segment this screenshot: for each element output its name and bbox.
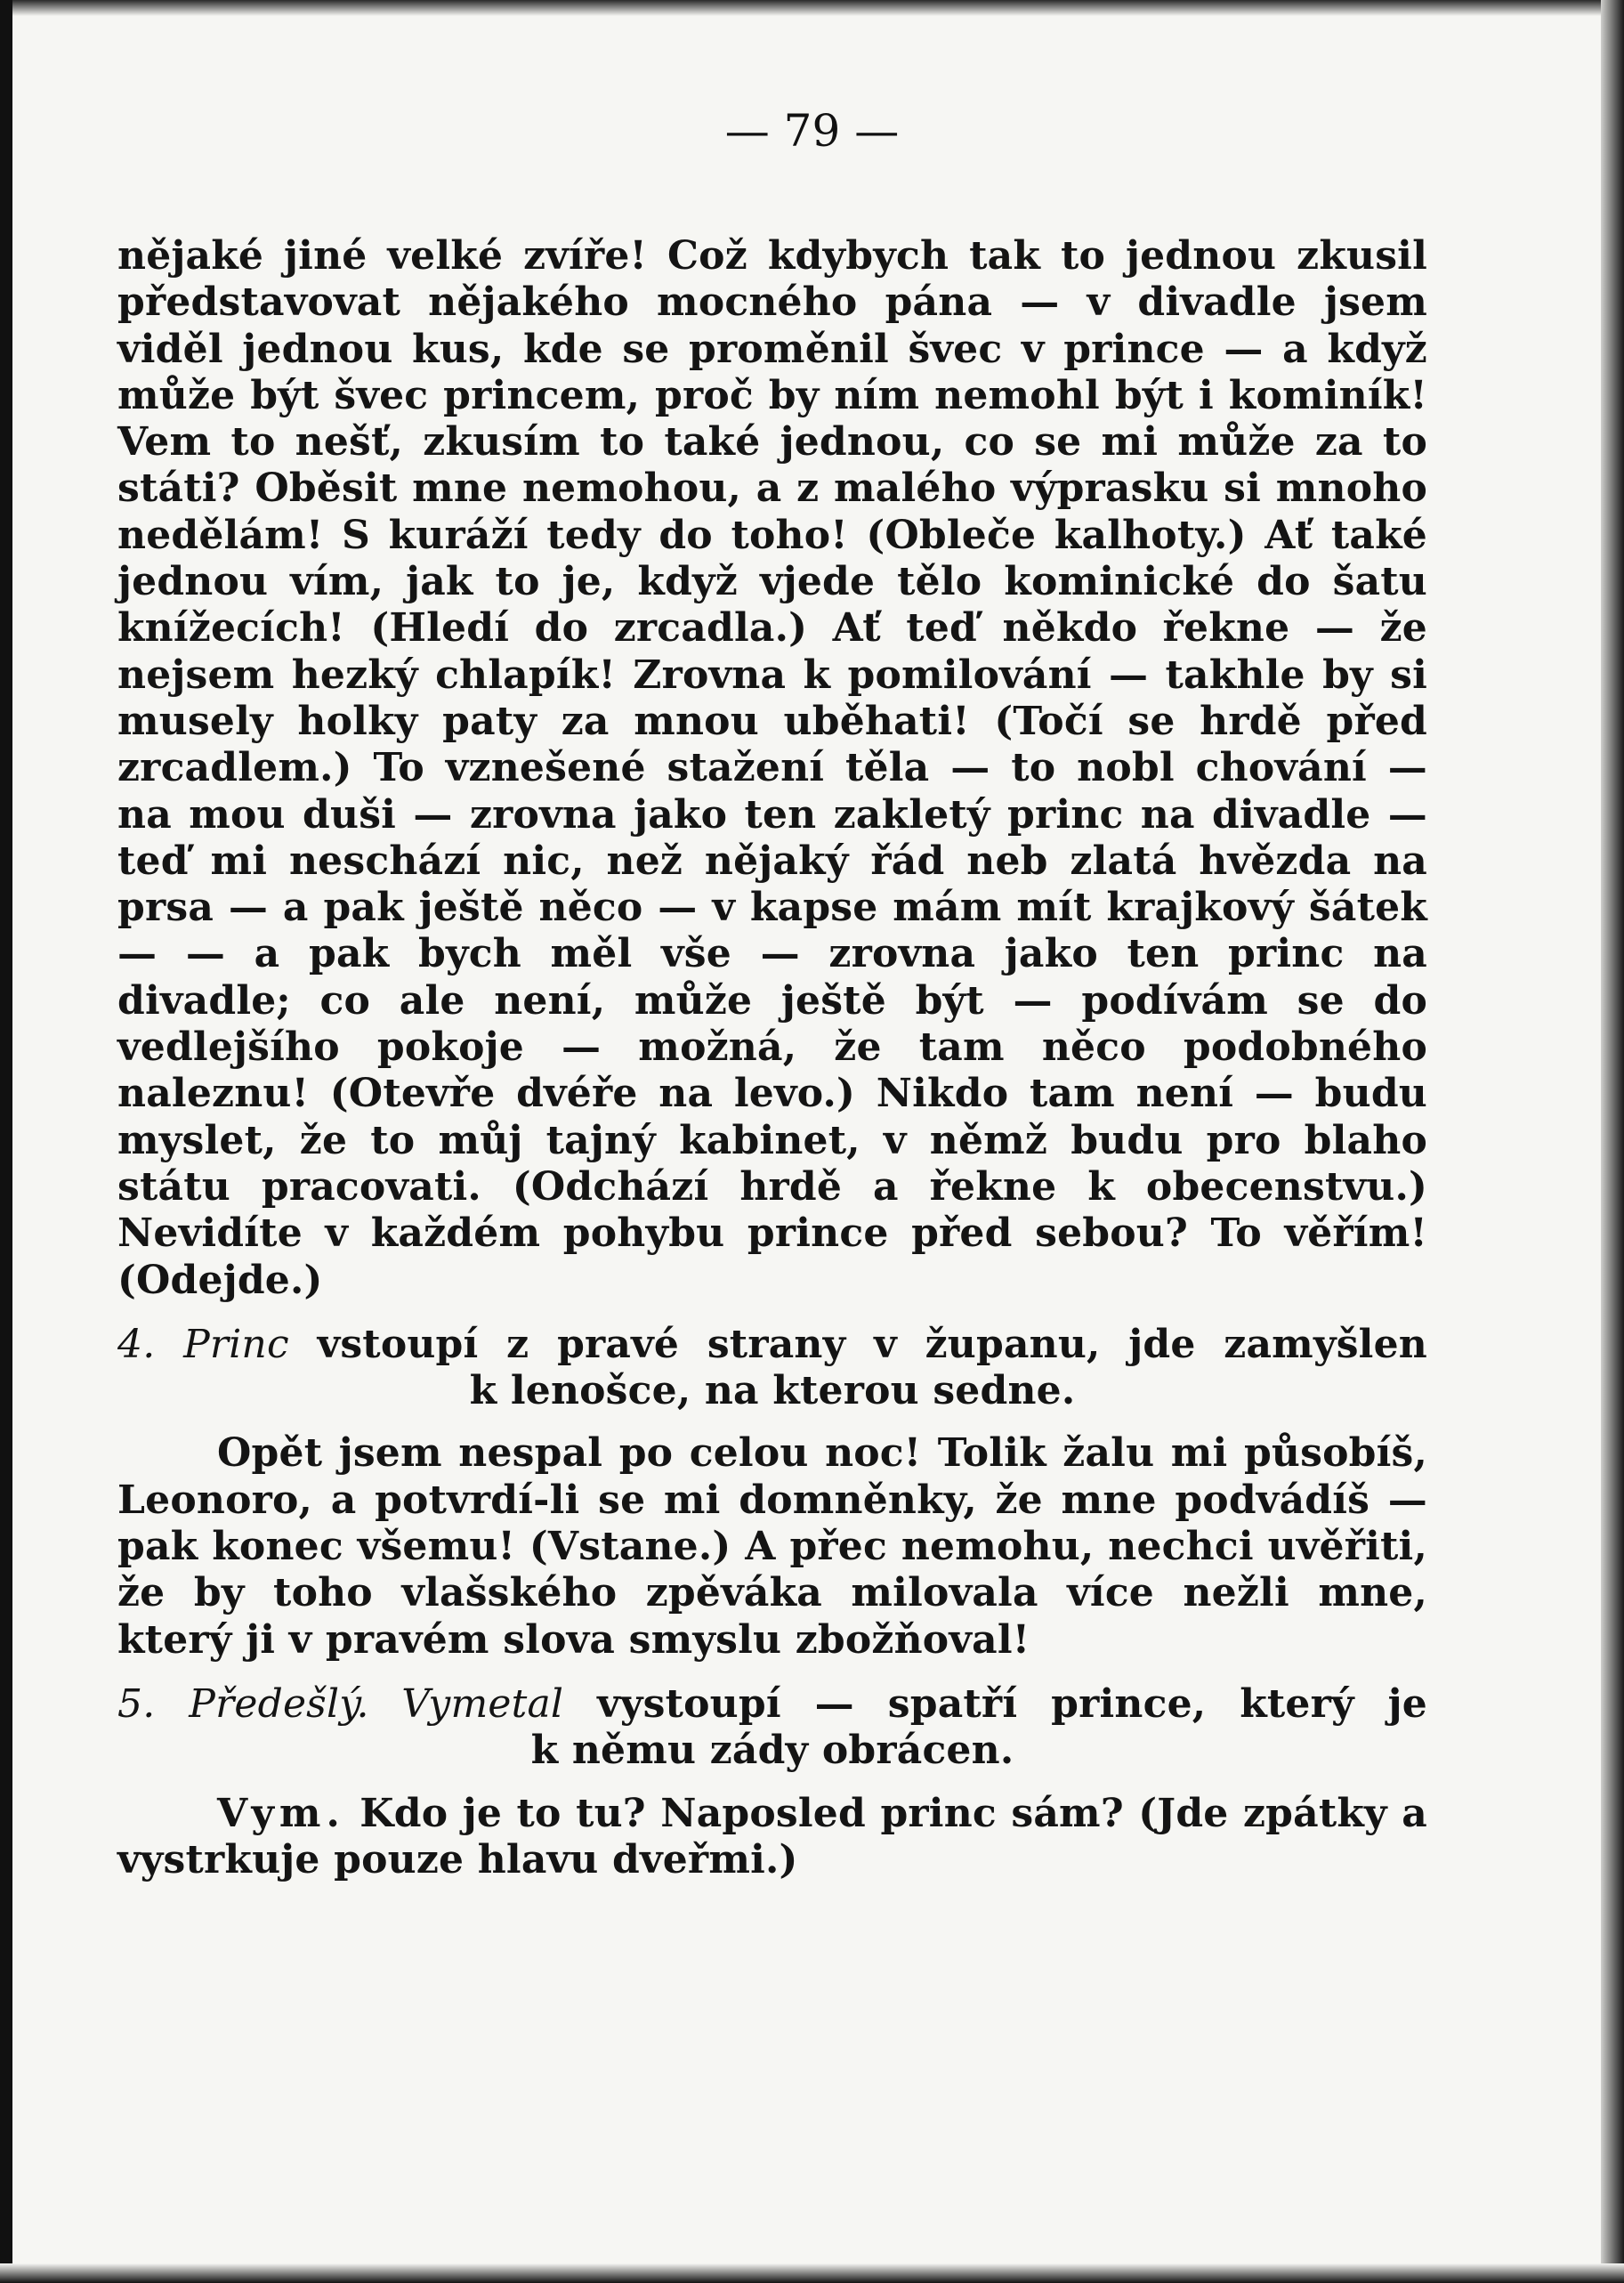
page-number: — 79 — (724, 105, 900, 157)
scan-edge-bottom (0, 2263, 1624, 2283)
scene-heading-5 (117, 1681, 1427, 1775)
speaker-name: Vym. (217, 1790, 345, 1836)
scene-5-line-1 (117, 1681, 1427, 1728)
dialogue-text: Kdo je to tu? Naposled princ sám? (Jde zpátky a vystrkuje pouze hlavu dveřmi.) (117, 1790, 1427, 1882)
scene-5-characters: Předešlý. Vymetal (189, 1680, 564, 1727)
scene-5-number: 5. (117, 1680, 156, 1727)
monologue-paragraph-2: Opět jsem nespal po celou noc! Tolik žalu mi působíš, Leonoro, a potvrdí-li se mi domněnky, že mne podvádíš — pak konec všemu! (Vstane.) A přec nemohu, nechci uvěřiti, že by toho vlašského zpěváka milovala více nežli mne, který ji v pravém slova smyslu zbožňoval! (117, 1430, 1427, 1663)
scan-edge-top (0, 0, 1624, 16)
text-body (117, 233, 1427, 1883)
scene-4-number: 4. (117, 1321, 156, 1367)
scan-edge-left (0, 0, 12, 2283)
dialogue-paragraph (117, 1791, 1427, 1884)
scene-4-direction-1: vstoupí z pravé strany v županu, jde zamyšlen (317, 1321, 1427, 1367)
scene-5-direction-1: vystoupí — spatří prince, který je (597, 1680, 1427, 1727)
scene-heading-4 (117, 1322, 1427, 1415)
scene-4-line-1 (117, 1322, 1427, 1368)
scene-4-character: Princ (183, 1321, 289, 1367)
scan-edge-right (1601, 0, 1624, 2283)
scene-5-direction-2: k němu zády obrácen. (530, 1728, 1014, 1774)
monologue-paragraph-1: nějaké jiné velké zvíře! Což kdybych tak to jednou zkusil představovat nějakého mocného pána — v divadle jsem viděl jednou kus, kde se proměnil švec v prince — a když může být švec princem, proč by ním nemohl být i kominík! Vem to nešť, zkusím to také jednou, co se mi může za to státi? Oběsit mne nemohou, a z malého výprasku si mnoho nedělám! S kuráží tedy do toho! (Obleče kalhoty.) Ať také jednou vím, jak to je, když vjede tělo kominické do šatu knížecích! (Hledí do zrcadla.) Ať teď někdo řekne — že nejsem hezký chlapík! Zrovna k pomilování — takhle by si musely holky paty za mnou uběhati! (Točí se hrdě před zrcadlem.) To vznešené stažení těla — to nobl chování — na mou duši — zrovna jako ten zakletý princ na divadle — teď mi neschází nic, než nějaký řád neb zlatá hvězda na prsa — a pak ještě něco — v kapse mám mít krajkový šátek — — a pak bych měl vše — zrovna jako ten princ na divadle; co ale není, může ještě být — podívám se do vedlejšího pokoje — možná, že tam něco podobného naleznu! (Otevře dvéře na levo.) Nikdo tam není — budu myslet, že to můj tajný kabinet, v němž budu pro blaho státu pracovati. (Odchází hrdě a řekne k obecenstvu.) Nevidíte v každém pohybu prince před sebou? To věřím! (Odejde.) (117, 233, 1427, 1303)
scene-4-direction-2: k lenošce, na kterou sedne. (469, 1368, 1076, 1414)
